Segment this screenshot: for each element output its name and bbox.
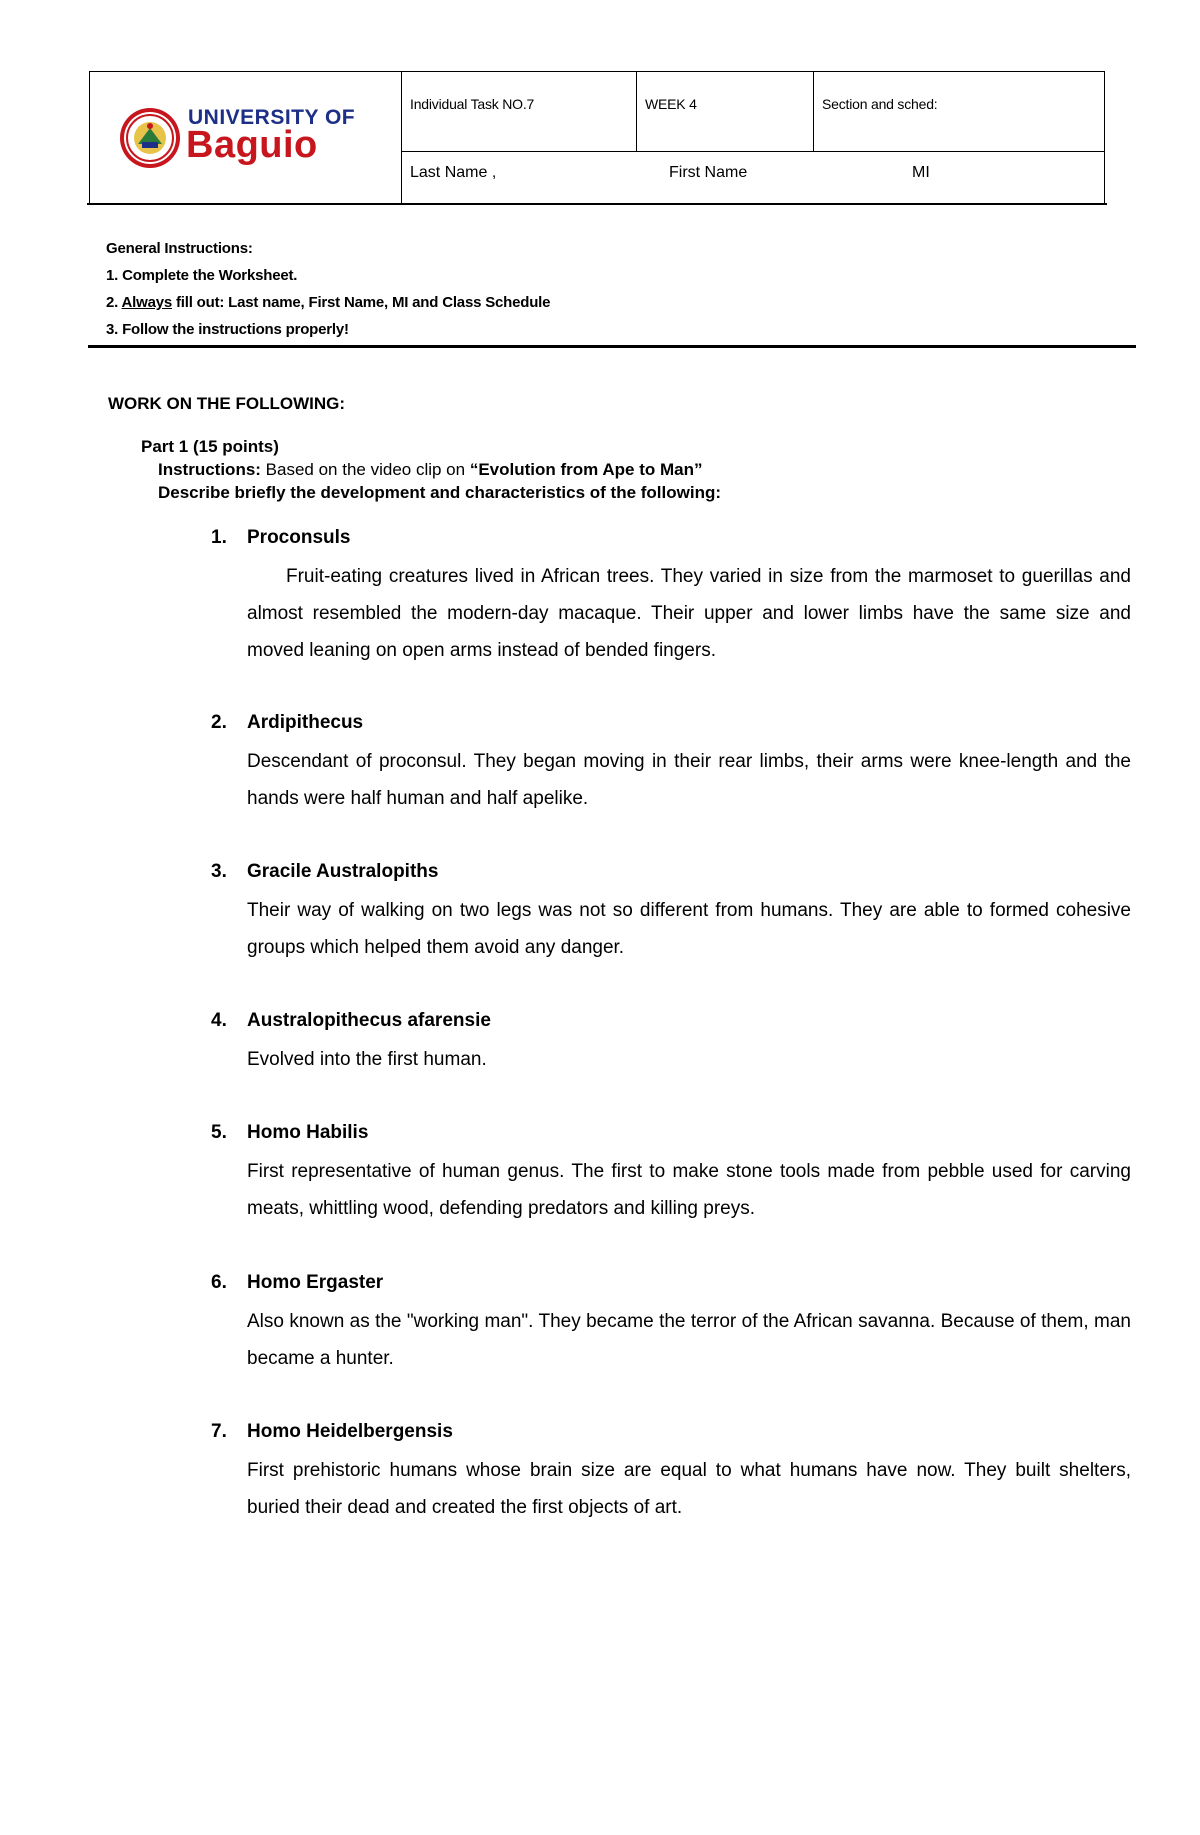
first-name-label: First Name xyxy=(669,164,748,181)
instructions-line xyxy=(158,460,702,480)
university-seal-icon xyxy=(118,106,182,170)
item-title: Gracile Australopiths xyxy=(247,861,439,882)
item-number: 2. xyxy=(211,712,227,733)
week-cell xyxy=(637,72,814,152)
item-answer[interactable]: Fruit-eating creatures lived in African trees. They varied in size from the marmoset to guerillas and almost resembled the modern-day macaque. Their upper and lower limbs have the same size and moved leaning on open arms instead of bended fingers. xyxy=(247,566,1131,661)
item-title: Ardipithecus xyxy=(247,712,364,733)
item-answer[interactable]: Evolved into the first human. xyxy=(247,1049,487,1070)
item-number: 3. xyxy=(211,861,227,882)
general-instruction-3: 3. Follow the instructions properly! xyxy=(106,321,349,338)
week-label: WEEK 4 xyxy=(645,96,697,112)
logo-cell xyxy=(90,72,402,203)
item-number: 4. xyxy=(211,1010,227,1031)
item-number: 7. xyxy=(211,1421,227,1442)
instruction-2-text: fill out: Last name, First Name, MI and Class Schedule xyxy=(176,294,551,311)
general-instruction-2 xyxy=(106,294,550,311)
item-answer[interactable]: Descendant of proconsul. They began moving in their rear limbs, their arms were knee-length and the hands were half human and half apelike. xyxy=(247,751,1131,809)
instructions-divider xyxy=(88,345,1136,348)
task-label: Individual Task NO.7 xyxy=(410,96,535,112)
item-title: Proconsuls xyxy=(247,527,351,548)
item-title: Australopithecus afarensie xyxy=(247,1010,491,1031)
describe-instruction: Describe briefly the development and characteristics of the following: xyxy=(158,483,722,502)
header-table xyxy=(89,71,1105,205)
general-instruction-1: 1. Complete the Worksheet. xyxy=(106,267,298,284)
instructions-clip-title: “Evolution from Ape to Man” xyxy=(469,460,703,479)
university-logo xyxy=(118,100,388,176)
part-title: Part 1 (15 points) xyxy=(141,437,279,456)
section-label: Section and sched: xyxy=(822,96,938,112)
item-title: Homo Ergaster xyxy=(247,1272,384,1293)
item-answer[interactable]: Also known as the "working man". They became the terror of the African savanna. Because of them, man became a hunter. xyxy=(247,1311,1131,1369)
logo-line1: UNIVERSITY OF xyxy=(188,106,356,129)
item-answer[interactable]: First prehistoric humans whose brain size are equal to what humans have now. They built shelters, buried their dead and created the first objects of art. xyxy=(247,1460,1131,1518)
item-number: 6. xyxy=(211,1272,227,1293)
item-title: Homo Heidelbergensis xyxy=(247,1421,453,1442)
mi-label: MI xyxy=(912,164,930,181)
item-number: 5. xyxy=(211,1122,227,1143)
name-row[interactable] xyxy=(402,152,1104,203)
logo-line2: Baguio xyxy=(186,124,318,166)
header-bottom-rule xyxy=(87,203,1107,205)
instructions-text: Based on the video clip on xyxy=(260,460,470,479)
work-heading: WORK ON THE FOLLOWING: xyxy=(108,394,346,413)
task-cell xyxy=(402,72,637,152)
item-answer[interactable]: First representative of human genus. The first to make stone tools made from pebble used for carving meats, whittling wood, defending predators and killing preys. xyxy=(247,1161,1131,1219)
instructions-label: Instructions: xyxy=(158,460,261,479)
instruction-2-prefix: 2. xyxy=(106,294,122,311)
item-title: Homo Habilis xyxy=(247,1122,369,1143)
instruction-2-underlined: Always xyxy=(121,294,173,311)
general-instructions-heading: General Instructions: xyxy=(106,240,253,257)
section-cell[interactable] xyxy=(814,72,1104,152)
item-answer[interactable]: Their way of walking on two legs was not so different from humans. They are able to formed cohesive groups which helped them avoid any danger. xyxy=(247,900,1131,958)
item-number: 1. xyxy=(211,527,227,548)
last-name-label: Last Name , xyxy=(410,164,497,181)
